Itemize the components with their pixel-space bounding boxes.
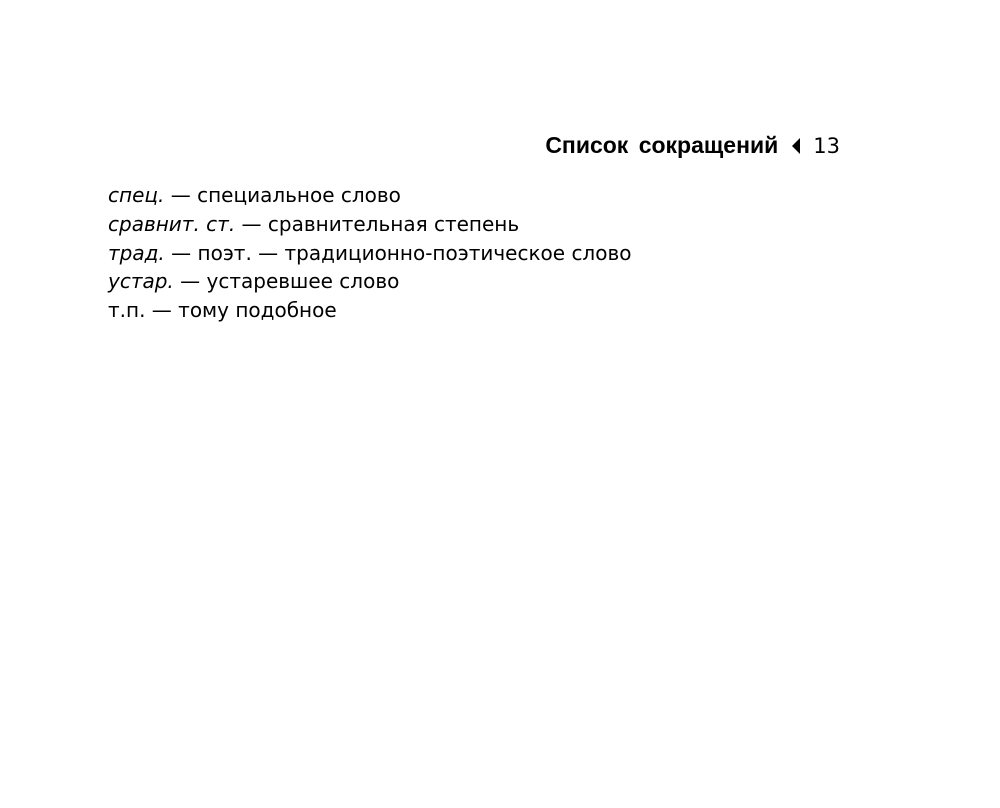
list-item bbox=[108, 181, 631, 210]
abbreviation-definition: — устаревшее слово bbox=[173, 269, 400, 294]
list-item bbox=[108, 267, 631, 296]
abbreviation-definition: — поэт. — традиционно-поэтическое слово bbox=[164, 240, 632, 265]
list-item bbox=[108, 239, 631, 268]
abbreviation-term: трад. bbox=[108, 240, 165, 265]
abbreviation-term: устар. bbox=[108, 269, 174, 294]
abbreviation-term: спец. bbox=[108, 183, 165, 207]
page-header bbox=[545, 132, 840, 159]
abbreviation-definition: — специальное слово bbox=[164, 183, 401, 207]
page-number: 13 bbox=[813, 133, 840, 158]
list-item bbox=[108, 296, 631, 325]
abbreviation-term: сравнит. ст. bbox=[108, 211, 236, 236]
running-title: Список сокращений bbox=[545, 132, 779, 158]
abbreviation-definition: — тому подобное bbox=[145, 298, 337, 323]
abbreviation-definition: — сравнительная степень bbox=[235, 211, 520, 236]
abbreviation-term: т.п. bbox=[108, 298, 146, 323]
left-triangle-icon bbox=[792, 138, 800, 154]
abbreviation-list bbox=[108, 181, 631, 325]
list-item bbox=[108, 210, 631, 239]
